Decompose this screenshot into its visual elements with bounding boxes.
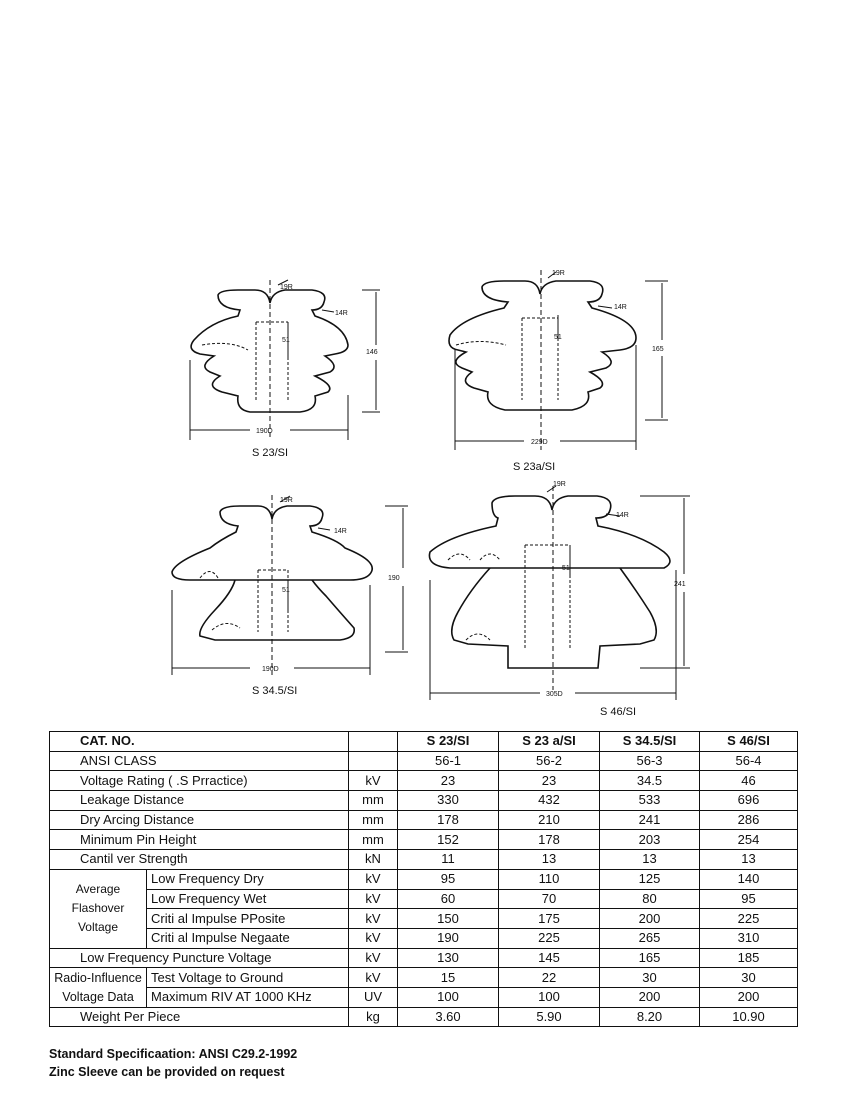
row-unit: kV bbox=[349, 869, 398, 889]
dim-s345-diameter: 190D bbox=[262, 666, 279, 673]
unit-header bbox=[349, 732, 398, 752]
dim-s23-diameter: 190D bbox=[256, 428, 273, 435]
row-value: 95 bbox=[398, 869, 499, 889]
table-row bbox=[50, 830, 798, 850]
row-value: 80 bbox=[600, 889, 700, 909]
table-row bbox=[50, 791, 798, 811]
row-value: 13 bbox=[700, 850, 798, 870]
row-value: 225 bbox=[499, 928, 600, 948]
dim-s345-height: 190 bbox=[388, 575, 400, 582]
row-label: Maximum RIV AT 1000 KHz bbox=[147, 987, 349, 1007]
row-label: Low Frequency Puncture Voltage bbox=[50, 948, 349, 968]
row-unit: kN bbox=[349, 850, 398, 870]
row-unit: mm bbox=[349, 810, 398, 830]
row-value: 56-4 bbox=[700, 751, 798, 771]
drawing-s345 bbox=[172, 495, 408, 675]
row-value: 130 bbox=[398, 948, 499, 968]
row-unit: kV bbox=[349, 928, 398, 948]
row-value: 100 bbox=[499, 987, 600, 1007]
row-label: Voltage Rating ( .S Prractice) bbox=[50, 771, 349, 791]
row-unit: kV bbox=[349, 948, 398, 968]
row-value: 145 bbox=[499, 948, 600, 968]
row-unit: kV bbox=[349, 909, 398, 929]
row-value: 11 bbox=[398, 850, 499, 870]
table-row bbox=[50, 751, 798, 771]
row-value: 241 bbox=[600, 810, 700, 830]
drawing-s23a bbox=[449, 270, 668, 450]
dim-s23a-height: 165 bbox=[652, 346, 664, 353]
table-row bbox=[50, 987, 798, 1007]
flashover-label-line: Flashover bbox=[71, 901, 125, 916]
caption-s23a: S 23a/SI bbox=[513, 461, 556, 473]
row-value: 175 bbox=[499, 909, 600, 929]
notes bbox=[49, 1045, 297, 1081]
row-value: 200 bbox=[600, 987, 700, 1007]
dim-s345-pin: 51 bbox=[282, 587, 290, 594]
row-value: 265 bbox=[600, 928, 700, 948]
row-unit: kV bbox=[349, 968, 398, 988]
dim-s345-side-radius: 14R bbox=[334, 528, 347, 535]
row-label: Cantil ver Strength bbox=[50, 850, 349, 870]
caption-s23: S 23/SI bbox=[252, 447, 289, 459]
row-value: 210 bbox=[499, 810, 600, 830]
row-unit bbox=[349, 751, 398, 771]
table-row bbox=[50, 968, 798, 988]
standard-note: Standard Specificaation: ANSI C29.2-1992 bbox=[49, 1047, 298, 1061]
dim-s23-top-radius: 19R bbox=[280, 284, 293, 291]
table-row bbox=[50, 850, 798, 870]
col-header-1: S 23/SI bbox=[398, 732, 499, 752]
row-value: 95 bbox=[700, 889, 798, 909]
row-value: 150 bbox=[398, 909, 499, 929]
row-value: 286 bbox=[700, 810, 798, 830]
spec-table bbox=[49, 731, 798, 1027]
dim-s23-side-radius: 14R bbox=[335, 310, 348, 317]
row-value: 203 bbox=[600, 830, 700, 850]
dim-s23a-pin: 51 bbox=[554, 334, 562, 341]
dim-s23a-top-radius: 19R bbox=[552, 270, 565, 277]
row-value: 15 bbox=[398, 968, 499, 988]
row-unit: UV bbox=[349, 987, 398, 1007]
table-row bbox=[50, 928, 798, 948]
table-header-row bbox=[50, 732, 798, 752]
drawing-s23 bbox=[190, 280, 380, 440]
row-value: 3.60 bbox=[398, 1007, 499, 1027]
row-value: 8.20 bbox=[600, 1007, 700, 1027]
col-header-3: S 34.5/SI bbox=[600, 732, 700, 752]
dim-s46-height: 241 bbox=[674, 581, 686, 588]
dim-s46-pin: 51 bbox=[562, 565, 570, 572]
table-row bbox=[50, 948, 798, 968]
flashover-group-label bbox=[50, 869, 147, 948]
row-value: 13 bbox=[499, 850, 600, 870]
dim-s46-side-radius: 14R bbox=[616, 512, 629, 519]
row-value: 13 bbox=[600, 850, 700, 870]
row-label: Dry Arcing Distance bbox=[50, 810, 349, 830]
row-label: Criti al Impulse Negaate bbox=[147, 928, 349, 948]
row-value: 330 bbox=[398, 791, 499, 811]
dim-s23a-diameter: 229D bbox=[531, 439, 548, 446]
row-value: 125 bbox=[600, 869, 700, 889]
riv-group-label: Voltage Data bbox=[50, 987, 147, 1007]
row-value: 254 bbox=[700, 830, 798, 850]
row-unit: kV bbox=[349, 771, 398, 791]
dim-s46-diameter: 305D bbox=[546, 691, 563, 698]
table-row bbox=[50, 771, 798, 791]
table-row bbox=[50, 909, 798, 929]
flashover-label-line: Average bbox=[75, 882, 121, 897]
row-value: 56-3 bbox=[600, 751, 700, 771]
row-value: 696 bbox=[700, 791, 798, 811]
dim-s46-top-radius: 19R bbox=[553, 481, 566, 488]
row-value: 34.5 bbox=[600, 771, 700, 791]
row-value: 165 bbox=[600, 948, 700, 968]
row-value: 190 bbox=[398, 928, 499, 948]
row-value: 225 bbox=[700, 909, 798, 929]
row-value: 30 bbox=[700, 968, 798, 988]
row-value: 70 bbox=[499, 889, 600, 909]
dim-s345-top-radius: 19R bbox=[280, 497, 293, 504]
row-value: 110 bbox=[499, 869, 600, 889]
row-value: 30 bbox=[600, 968, 700, 988]
row-value: 22 bbox=[499, 968, 600, 988]
row-value: 46 bbox=[700, 771, 798, 791]
row-value: 178 bbox=[499, 830, 600, 850]
row-value: 23 bbox=[398, 771, 499, 791]
row-label: Low Frequency Dry bbox=[147, 869, 349, 889]
row-unit: kV bbox=[349, 889, 398, 909]
dim-s23-pin: 51 bbox=[282, 337, 290, 344]
row-value: 60 bbox=[398, 889, 499, 909]
table-row bbox=[50, 889, 798, 909]
row-value: 5.90 bbox=[499, 1007, 600, 1027]
row-label: ANSI CLASS bbox=[50, 751, 349, 771]
table-row bbox=[50, 1007, 798, 1027]
riv-group-label: Radio-Influence bbox=[50, 968, 147, 988]
table-row bbox=[50, 869, 798, 889]
row-value: 432 bbox=[499, 791, 600, 811]
row-label: Minimum Pin Height bbox=[50, 830, 349, 850]
drawing-s46 bbox=[429, 486, 690, 700]
cat-no-label: CAT. NO. bbox=[50, 732, 349, 752]
table-row bbox=[50, 810, 798, 830]
row-label: Test Voltage to Ground bbox=[147, 968, 349, 988]
row-value: 178 bbox=[398, 810, 499, 830]
caption-s345: S 34.5/SI bbox=[252, 685, 298, 697]
zinc-sleeve-note: Zinc Sleeve can be provided on request bbox=[49, 1065, 285, 1079]
row-value: 185 bbox=[700, 948, 798, 968]
row-value: 310 bbox=[700, 928, 798, 948]
row-value: 533 bbox=[600, 791, 700, 811]
row-value: 140 bbox=[700, 869, 798, 889]
row-label: Leakage Distance bbox=[50, 791, 349, 811]
row-value: 200 bbox=[600, 909, 700, 929]
row-value: 23 bbox=[499, 771, 600, 791]
row-value: 152 bbox=[398, 830, 499, 850]
row-unit: kg bbox=[349, 1007, 398, 1027]
row-value: 100 bbox=[398, 987, 499, 1007]
dim-s23-height: 146 bbox=[366, 349, 378, 356]
row-value: 56-2 bbox=[499, 751, 600, 771]
row-unit: mm bbox=[349, 791, 398, 811]
col-header-4: S 46/SI bbox=[700, 732, 798, 752]
row-unit: mm bbox=[349, 830, 398, 850]
flashover-label-line: Voltage bbox=[77, 920, 119, 935]
row-value: 200 bbox=[700, 987, 798, 1007]
col-header-2: S 23 a/SI bbox=[499, 732, 600, 752]
row-label: Weight Per Piece bbox=[50, 1007, 349, 1027]
row-label: Criti al Impulse PPosite bbox=[147, 909, 349, 929]
dim-s23a-side-radius: 14R bbox=[614, 304, 627, 311]
caption-s46: S 46/SI bbox=[600, 706, 637, 718]
row-value: 56-1 bbox=[398, 751, 499, 771]
row-label: Low Frequency Wet bbox=[147, 889, 349, 909]
row-value: 10.90 bbox=[700, 1007, 798, 1027]
